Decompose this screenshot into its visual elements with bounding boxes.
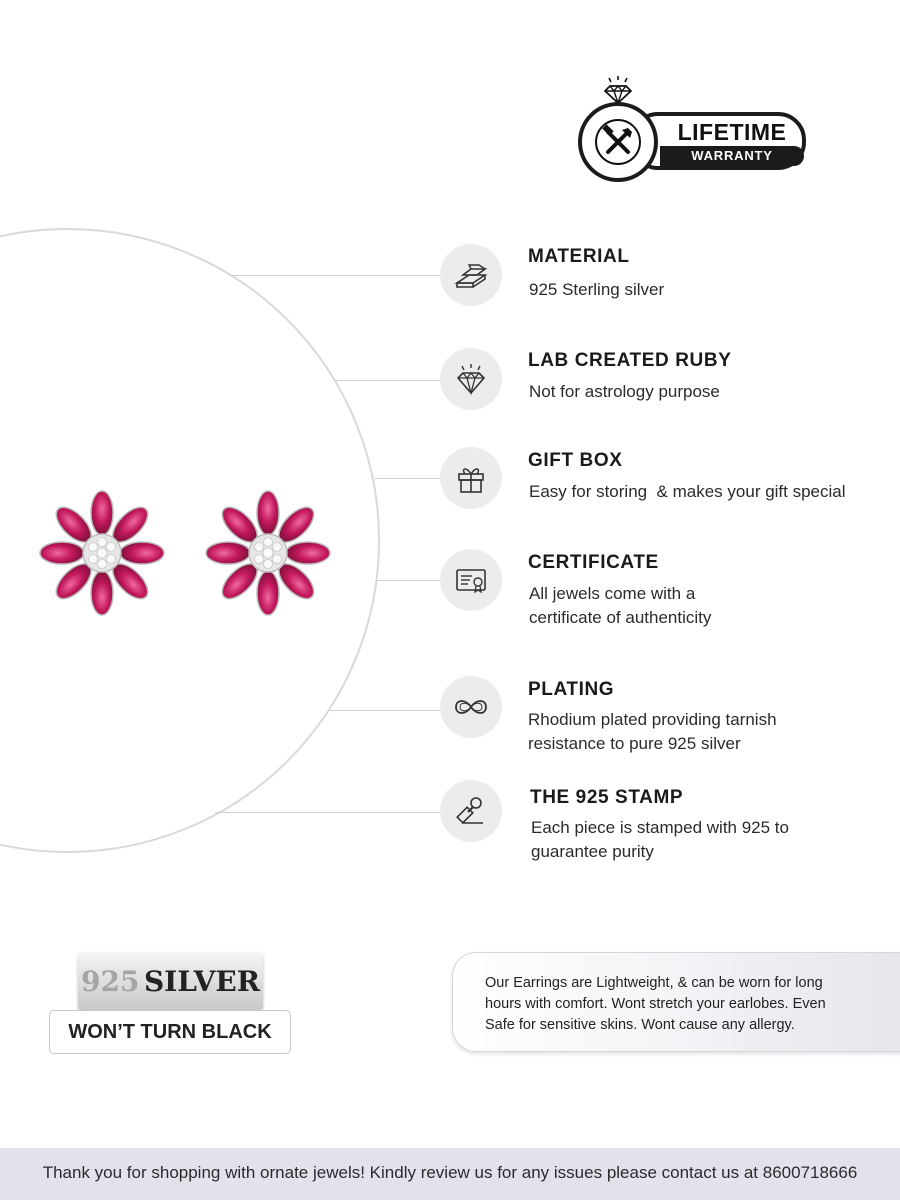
feature-desc-plating — [528, 708, 888, 756]
feature-desc-certificate — [529, 582, 889, 630]
feature-desc-line: All jewels come with a — [529, 584, 696, 603]
connector-line — [215, 812, 440, 813]
feature-desc-line: Each piece is stamped with 925 to — [531, 818, 789, 837]
feature-desc-line: Not for astrology purpose — [529, 382, 720, 401]
feature-title-plating: PLATING — [528, 679, 615, 700]
info-line: Safe for sensitive skins. Wont cause any allergy. — [485, 1017, 795, 1033]
info-line: Our Earrings are Lightweight, & can be worn for long — [485, 975, 823, 991]
footer-thank-you-banner: Thank you for shopping with ornate jewels! Kindly review us for any issues please contact us at 8600718666 — [0, 1148, 900, 1200]
warranty-title: LIFETIME — [677, 119, 787, 145]
earring-right — [206, 491, 330, 615]
warranty-subtitle: WARRANTY — [660, 146, 804, 166]
feature-desc-gift-box — [529, 480, 889, 504]
feature-desc-line: guarantee purity — [531, 842, 654, 861]
silver-badge-number: 925 — [81, 965, 140, 998]
info-box-text — [485, 973, 885, 1036]
certificate-icon-circle — [440, 549, 502, 611]
ruby-flower-earrings-image — [28, 480, 348, 630]
lifetime-warranty-badge — [578, 76, 810, 182]
connector-line — [230, 275, 440, 276]
earring-left — [40, 491, 164, 615]
feature-desc-ruby — [529, 380, 889, 404]
diamond-icon — [454, 362, 488, 396]
lightweight-info-box — [452, 952, 900, 1052]
gift-box-icon — [454, 461, 488, 495]
gift-icon-circle — [440, 447, 502, 509]
tools-circle — [578, 102, 658, 182]
feature-title-certificate: CERTIFICATE — [528, 552, 659, 573]
feature-title-material: MATERIAL — [528, 246, 630, 267]
feature-desc-stamp — [531, 816, 891, 864]
silver-badge-word: SILVER — [143, 965, 260, 998]
feature-desc-line: Easy for storing & makes your gift special — [529, 482, 846, 501]
feature-desc-line: 925 Sterling silver — [529, 280, 665, 299]
connector-line — [335, 380, 440, 381]
feature-desc-line: resistance to pure 925 silver — [528, 734, 741, 753]
feature-desc-line: certificate of authenticity — [529, 608, 712, 627]
sparkling-diamond-icon — [602, 76, 634, 104]
connector-line — [330, 710, 440, 711]
certificate-icon — [454, 563, 488, 597]
silver-bar-icon — [453, 257, 489, 293]
feature-title-stamp: THE 925 STAMP — [530, 787, 684, 808]
connector-line — [375, 478, 440, 479]
info-line: hours with comfort. Wont stretch your earlobes. Even — [485, 996, 826, 1012]
feature-title-gift-box: GIFT BOX — [528, 450, 623, 471]
feature-desc-material — [529, 278, 889, 302]
material-icon-circle — [440, 244, 502, 306]
plating-icon-circle — [440, 676, 502, 738]
feature-desc-line: Rhodium plated providing tarnish — [528, 710, 777, 729]
ruby-icon-circle — [440, 348, 502, 410]
connector-line — [377, 580, 440, 581]
wont-turn-black-badge: WON’T TURN BLACK — [49, 1010, 291, 1054]
silver-925-badge — [78, 953, 263, 1010]
wrench-hammer-icon — [594, 118, 642, 166]
feature-title-ruby: LAB CREATED RUBY — [528, 350, 732, 371]
stamp-icon — [454, 794, 488, 828]
infinity-icon — [452, 695, 490, 719]
stamp-icon-circle — [440, 780, 502, 842]
